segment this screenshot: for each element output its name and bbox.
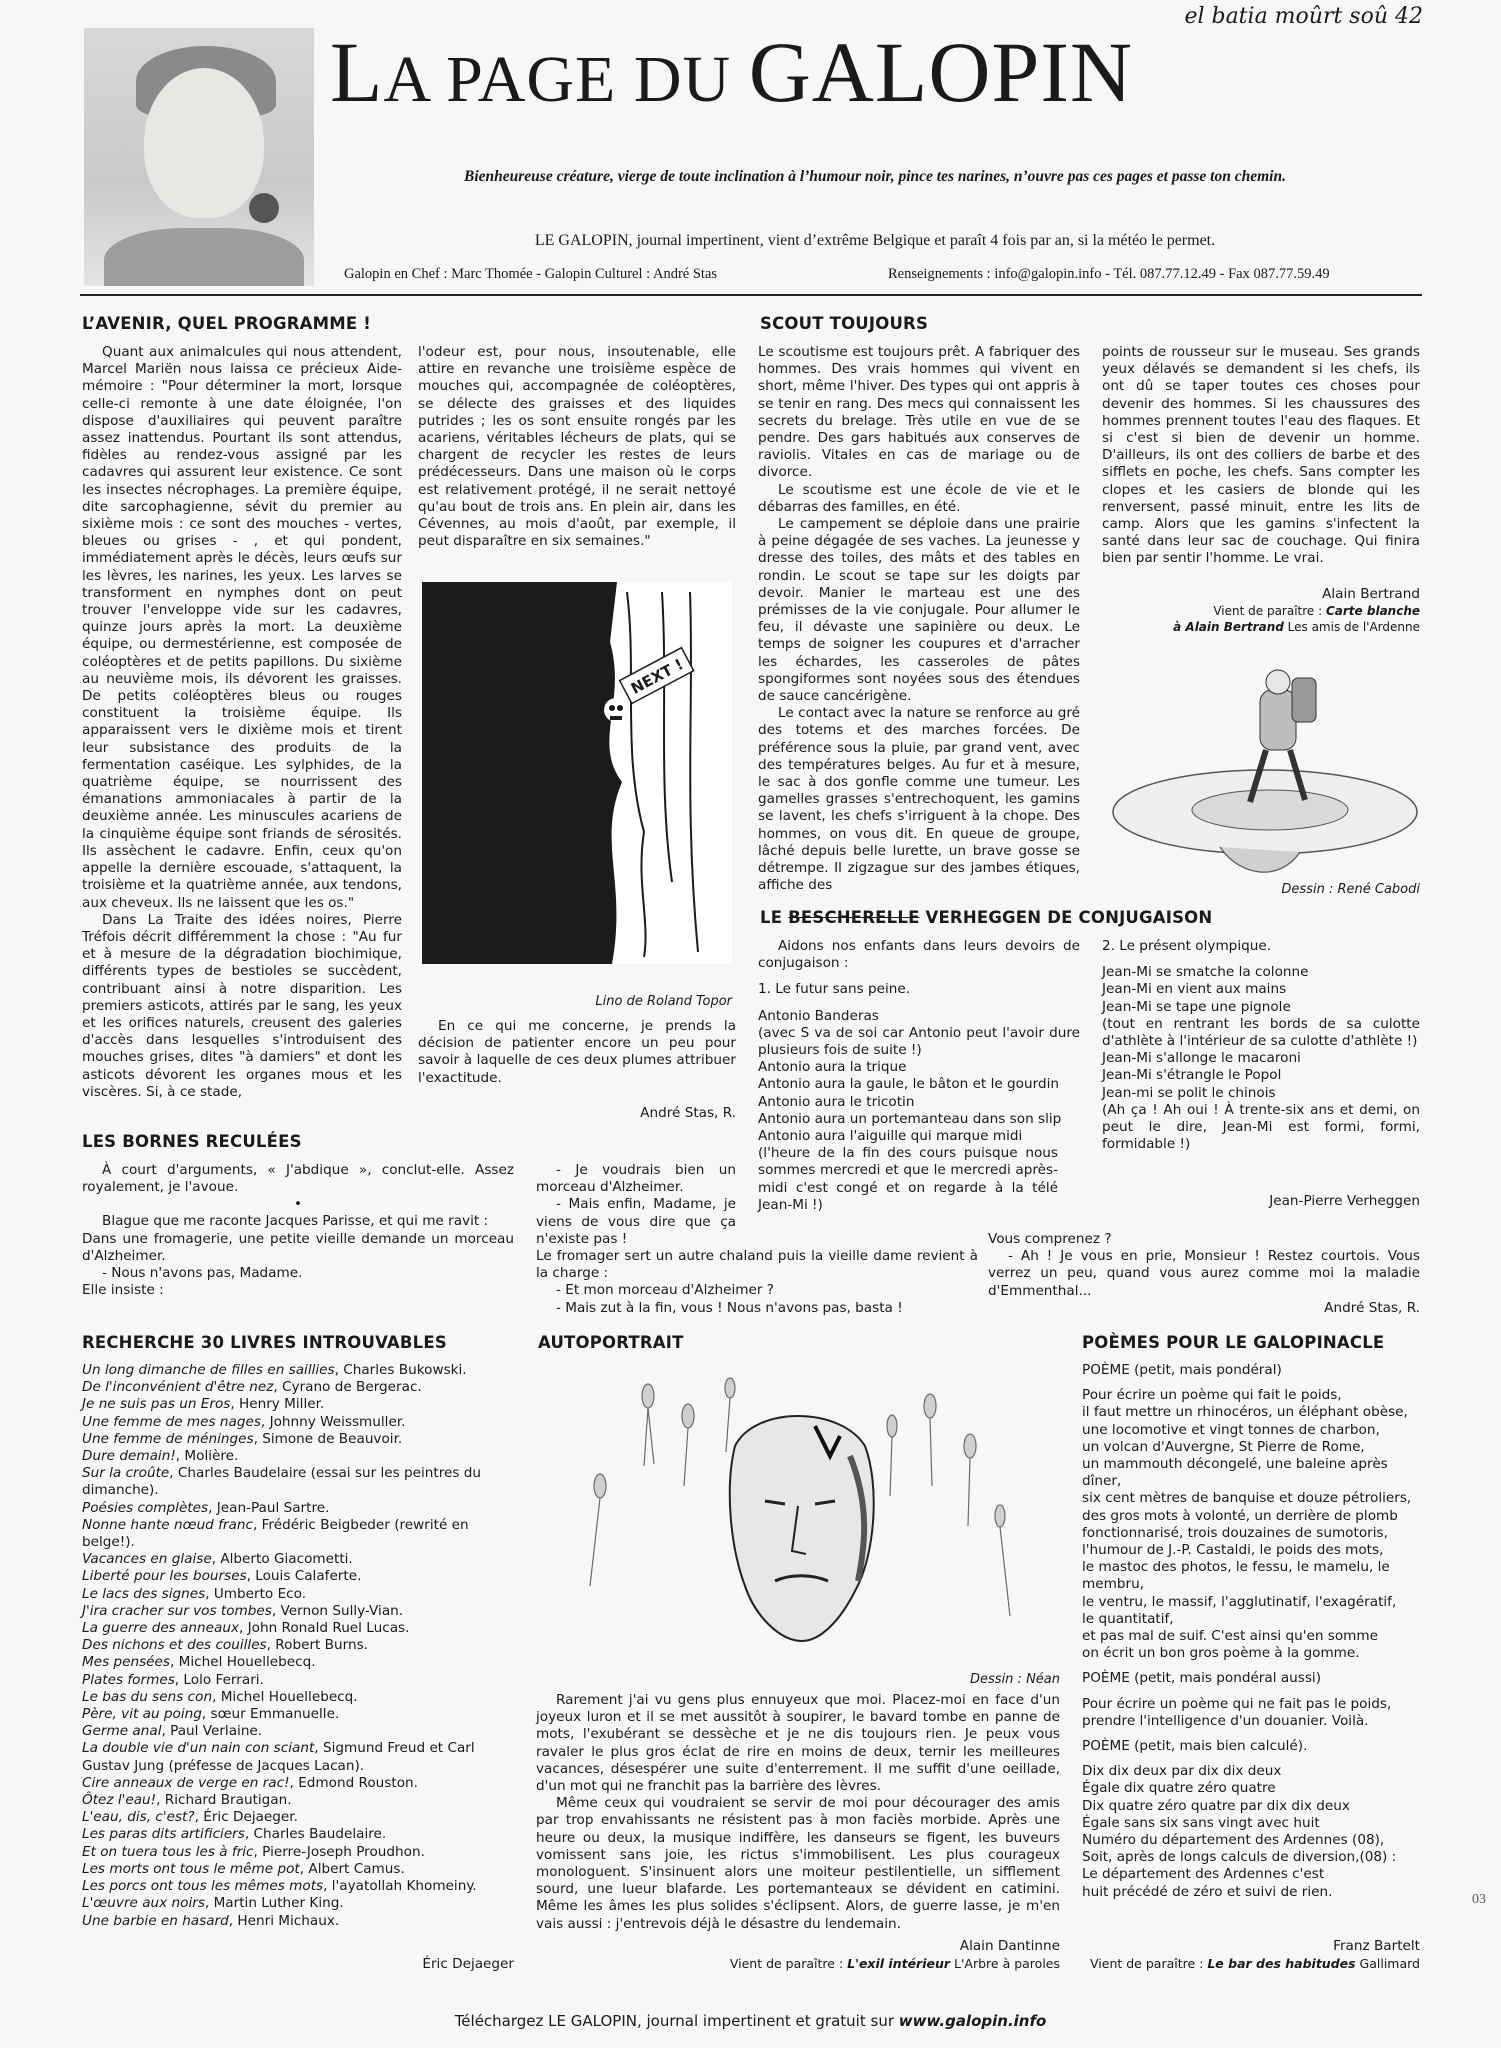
poemes-publication: Vient de paraître : Le bar des habitudes Gallimard	[1090, 1956, 1420, 1971]
book-author: , Louis Calaferte.	[246, 1568, 362, 1585]
scout-publication: Vient de paraître : Carte blanche à Alain Bertrand Les amis de l'Ardenne	[1173, 604, 1420, 634]
book-title: Poésies complètes	[82, 1499, 209, 1516]
book-title: Une femme de mes nages	[82, 1413, 261, 1430]
cabodi-caption: Dessin : René Cabodi	[1281, 882, 1420, 897]
poem-line: le ventru, le massif, l'agglutinatif, l'exagératif,	[1082, 1593, 1397, 1610]
poem-line: dîner,	[1082, 1473, 1122, 1490]
poeme3-lines	[1082, 1763, 1422, 1901]
poeme2-lines	[1082, 1696, 1422, 1730]
book-item	[82, 1809, 518, 1826]
book-title: Les porcs ont tous les mêmes mots	[82, 1878, 324, 1895]
book-item	[82, 1551, 518, 1568]
book-author: , Martin Luther King.	[204, 1895, 344, 1912]
book-author: , John Ronald Ruel Lucas.	[239, 1620, 410, 1637]
footer-link[interactable]: www.galopin.info	[898, 2012, 1047, 2030]
book-item	[82, 1689, 518, 1706]
footer: Téléchargez LE GALOPIN, journal impertinent et gratuit sur www.galopin.info	[454, 2012, 1047, 2030]
bornes-col2: - Je voudrais bien un morceau d'Alzheimer. - Mais enfin, Madame, je viens de vous dire que ça n'existe pas !	[536, 1162, 736, 1247]
poem-line: fonctionnarisé, trois douzaines de sumotoris,	[1082, 1524, 1388, 1541]
avenir-col2: l'odeur est, pour nous, insoutenable, elle attire en revanche une troisième espèce de mouches qui, accompagnée de coléoptères, se délecte des graisses et des liquides putrides ; les os sont ensuite rongés par les acariens, véritables lécheurs de plats, qui se chargent de recycler les restes de leurs prédécesseurs. Dans une maison où le corps est relativement protégé, il ne serait nettoyé qu'au bout de trois ans. En plein air, dans les Cévennes, au mois d'août, par exemple, il peut disparaître en six semaines."	[418, 344, 736, 550]
book-item	[82, 1706, 518, 1723]
book-item	[82, 1517, 518, 1551]
book-author: , Vernon Sully-Vian.	[271, 1602, 404, 1619]
poem-line: Dix dix deux par dix dix deux	[1082, 1763, 1282, 1780]
bornes-wide: Le fromager sert un autre chaland puis la vieille dame revient à la charge : - Et mon morceau d'Alzheimer ? - Mais zut à la fin, vous ! Nous n'avons pas, basta !	[536, 1248, 978, 1316]
book-item	[82, 1895, 518, 1912]
book-author: , Simone de Beauvoir.	[253, 1430, 403, 1447]
book-item	[82, 1740, 518, 1774]
avenir-heading: L’AVENIR, QUEL PROGRAMME !	[82, 314, 372, 333]
book-author: , Sigmund Freud et Carl Gustav Jung (préfesse de Jacques Lacan).	[82, 1740, 475, 1774]
autoportrait-heading: AUTOPORTRAIT	[538, 1333, 684, 1352]
book-item	[82, 1465, 518, 1499]
bornes-col1: À court d'arguments, « J'abdique », conclut-elle. Assez royalement, je l'avoue. • Blague que me raconte Jacques Parisse, et qui me ravit : Dans une fromagerie, une petite vieille demande un morceau d'Alzheimer. - Nous n'avons pas, Madame. Elle insiste :	[82, 1162, 514, 1299]
book-title: Je ne suis pas un Eros	[82, 1396, 231, 1413]
issue-number: el batia moûrt soû 42	[1184, 4, 1423, 29]
autoportrait-signature: Alain Dantinne	[959, 1938, 1060, 1954]
page-title: LA PAGE DU GALOPIN	[330, 24, 1134, 120]
poem-line: Pour écrire un poème qui fait le poids,	[1082, 1387, 1342, 1404]
book-author: , Paul Verlaine.	[161, 1723, 263, 1740]
book-item	[82, 1362, 518, 1379]
book-title: Les paras dits artificiers	[82, 1826, 245, 1843]
book-author: , Alberto Giacometti.	[211, 1551, 353, 1568]
scout-col1: Le scoutisme est toujours prêt. A fabriquer des hommes. Des vrais hommes qui vivent en short, même l'hiver. Des types qui ont appris à se tenir en rang. Des mecs qui connaissent les secrets du brelage. Très utile en vue de se pendre. Des gars habitués aux conserves de raviolis. Vitales en cas de mariage ou de divorce. Le scoutisme est une école de vie et le débarras des familles, en été. Le campement se déploie dans une prairie à peine dégagée de ses vaches. La jeunesse y dresse des toiles, des mâts et des tables en rondin. Le scout se tape sur les doigts par devoir. Manier le marteau est une des prémisses de la vie conjugale. Pour allumer le feu, il dévaste une sapinière ou deux. Le temps de soigner les coupures et d'arracher les échardes, les casseroles de pâtes spongiformes sont noyées sous des étendues de sauce cancérigène. Le contact avec la nature se renforce au gré des totems et des marches forcées. De préférence sous la pluie, par grand vent, avec des températures belges. Au fur et à mesure, le sac à dos gonfle comme une tumeur. Les gamelles grasses s'entrechoquent, les gamins se lavent, les chefs s'irriguent à la chope. Des hommes, on vous dit. En queue de groupe, lâché depuis belle lurette, un brave gosse se détrempe. Il zigzague sur des jambes étiques, affiche des	[758, 344, 1080, 894]
book-author: , Frédéric Beigbeder (rewrité en belge!).	[82, 1516, 469, 1551]
book-title: Nonne hante nœud franc	[82, 1516, 253, 1533]
avenir-conclusion: En ce qui me concerne, je prends la décision de patienter encore un peu pour savoir à laquelle de ces deux plumes attribuer l'exactitude.	[418, 1018, 736, 1086]
book-title: Les morts ont tous le même pot	[82, 1860, 300, 1877]
book-item	[82, 1500, 518, 1517]
scout-col2: points de rousseur sur le museau. Ses grands yeux délavés se demandent si les chefs, ils ont dû se taper toutes ces choses pour devenir des hommes. Si les chaussures des hommes prennent toutes l'eau des flaques. Et si c'est si bien de devenir un homme. D'ailleurs, ils ont des colliers de barbe et des sifflets en poche, les chefs. Sans compter les clopes et les casiers de blonde qui les renversent, passé minuit, entre les lits de camp. Alors que les gamins s'infectent la santé dans leur sac de couchage. Qui finira bien par sentir l'homme. Le vrai.	[1102, 344, 1420, 567]
poem-line: des gros mots à volonté, un derrière de plomb	[1082, 1507, 1398, 1524]
book-title: Dure demain!	[82, 1448, 176, 1465]
book-title: La guerre des anneaux	[82, 1620, 240, 1637]
book-title: Le lacs des signes	[82, 1585, 206, 1602]
book-title: Père, vit au poing	[82, 1706, 202, 1723]
conjugaison-signature: Jean-Pierre Verheggen	[1269, 1193, 1420, 1209]
page-number: 03	[1472, 1892, 1486, 1907]
book-title: Germe anal	[82, 1723, 162, 1740]
book-item	[82, 1379, 518, 1396]
avenir-col1	[82, 344, 402, 1101]
book-author: , Pierre-Joseph Proudhon.	[253, 1843, 425, 1860]
poem-line: Le département des Ardennes c'est	[1082, 1866, 1325, 1883]
book-author: , Jean-Paul Sartre.	[208, 1499, 330, 1516]
book-item	[82, 1448, 518, 1465]
book-author: , Éric Dejaeger.	[194, 1809, 298, 1826]
book-title: Une barbie en hasard	[82, 1912, 229, 1929]
book-item	[82, 1913, 518, 1930]
avenir-p1: Quant aux animalcules qui nous attendent, Marcel Mariën nous laissa ce précieux Aide-mémoire : "Pour déterminer la mort, lorsque celle-ci remonte à une date éloignée, l'on dispose d'auxiliaires qui peuvent paraître assez inattendus. Pourtant ils sont attendus, fidèles au rendez-vous assigné par les cadavres qui assurent leur existence. Ce sont les insectes nécrophages. La première équipe, dite sarcophagienne, sévit du premier au sixième mois : ce sont des mouches - vertes, bleues ou grises - , et qui pondent, immédiatement après le décès, leurs œufs sur les lèvres, les narines, les yeux. Les larves se transforment en nymphes dont on peut trouver l'enveloppe vide sur les cadavres, quinze jours après la mort. La deuxième équipe, ou dermestérienne, est composée de coléoptères et de petits papillons. Du sixième au neuvième mois, ils dévorent les graisses. De petits coléoptères bleus ou rouges constituent la troisième équipe. Ils apparaissent vers le dixième mois et tirent leur subsistance des produits de la fermentation caséique. Les sylphides, de la quatrième équipe, se nourrissent des émanations ammoniacales à partir de la deuxième année. Les minuscules acariens de la cinquième équipe sont friands de sérosités. Ils assèchent le cadavre. Enfin, ceux qu'on appelle la dernière escouade, s'attaquent, la troisième et la quatrième année, aux tendons, aux cheveux. Ils ne laissent que les os."	[82, 344, 402, 911]
book-title: Mes pensées	[82, 1654, 170, 1671]
book-author: , Edmond Rouston.	[289, 1774, 418, 1791]
poem-line: membru,	[1082, 1576, 1145, 1593]
book-author: , Johnny Weissmuller.	[260, 1413, 406, 1430]
poem-line: huit précédé de zéro et suivi de rien.	[1082, 1883, 1333, 1900]
book-item	[82, 1792, 518, 1809]
bullet-separator: •	[293, 1196, 303, 1213]
book-author: , Cyrano de Bergerac.	[273, 1379, 422, 1396]
avenir-p2: Dans La Traite des idées noires, Pierre Tréfois décrit différemment la chose : "Au fur et à mesure de la dégradation biochimique, différents types de bestioles se succèdent, contribuant ainsi à notre disparition. Les premiers asticots, attirés par le sang, les yeux et les orifices naturels, creusent des galeries d'accès dans lesquelles s'introduisent des mouches grises, dites "à damiers" et dont les asticots dévorent les organes mous et les viscères. Si, à ce stade,	[82, 911, 402, 1100]
poem-line: six cent mètres de banquise et douze pétroliers,	[1082, 1490, 1412, 1507]
poem-line: l'humour de J.-P. Castaldi, le poids des mots,	[1082, 1542, 1384, 1559]
galopin-boy-photo	[84, 28, 314, 286]
livres-heading: RECHERCHE 30 LIVRES INTROUVABLES	[82, 1333, 447, 1352]
book-item	[82, 1620, 518, 1637]
book-author: , Henry Miller.	[230, 1396, 325, 1413]
book-item	[82, 1826, 518, 1843]
book-title: Plates formes	[82, 1671, 175, 1688]
livres-list	[82, 1362, 518, 1930]
nean-caption: Dessin : Néan	[970, 1672, 1060, 1687]
poeme1-lines	[1082, 1387, 1422, 1662]
book-author: , Henri Michaux.	[228, 1912, 340, 1929]
book-title: L'œuvre aux noirs	[82, 1895, 205, 1912]
poem-line: prendre l'intelligence d'un douanier. Voilà.	[1082, 1712, 1369, 1729]
autoportrait-text: Rarement j'ai vu gens plus ennuyeux que moi. Placez-moi en face d'un joyeux luron et il se met aussitôt à soupirer, le bavard tombe en panne de mots, l'exubérant se dessèche et je ne dis toujours rien. Je peux vous ravaler le plus gros éclat de rire en moins de deux, ternir les meilleures vacances, désespérer une suite d'enterrement. Il me suffit d'une oeillade, d'un mot qui ne franchit pas la barrière des lèvres. Même ceux qui voudraient se servir de moi pour décourager des amis par trop envahissants ne résistent pas à mon faciès morbide. Après une heure ou deux, la musique indiffère, les danseurs se figent, les buveurs vomissent sans joie, les rictus s'immobilisent. Les plus courageux monologuent. S'insinuent alors une moiteur pestilentielle, un sifflement sourd, une lueur blafarde. Les portemanteaux se dévident en catimini. Même les âmes les plus solides s'éclipsent. Alors, de guerre lasse, je m'en vais aussi : j'entrevois déjà le désastre du lendemain.	[536, 1692, 1060, 1932]
book-author: , Umberto Eco.	[205, 1585, 307, 1602]
poem-line: un mammouth décongelé, une baleine après	[1082, 1456, 1388, 1473]
next-sign: NEXT !	[627, 655, 687, 698]
poem-line: Numéro du département des Ardennes (08),	[1082, 1832, 1385, 1849]
book-item	[82, 1654, 518, 1671]
cabodi-drawing	[1100, 642, 1420, 882]
poemes-text: POÈME (petit, mais pondéral) Pour écrire un poème qui fait le poids, il faut mettre un rhinocéros, un éléphant obèse, une locomotive et vingt tonnes de charbon, un volcan d'Auvergne, St Pierre de Rome, un mammouth décongelé, une baleine après dîner, six cent mètres de banquise et douze pétroliers, des gros mots à volonté, un derrière de plomb fonctionnarisé, trois douzaines de sumotoris, l'humour de J.-P. Castaldi, le poids des mots, le mastoc des photos, le fessu, le mamelu, le membru, le ventru, le massif, l'agglutinatif, l'exagératif, le quantitatif, et pas mal de suif. C'est ainsi qu'en somme on écrit un bon gros poème à la gomme. POÈME (petit, mais pondéral aussi) Pour écrire un poème qui ne fait pas le poids, prendre l'intelligence d'un douanier. Voilà. POÈME (petit, mais bien calculé). Dix dix deux par dix dix deux Égale dix quatre zéro quatre Dix quatre zéro quatre par dix dix deux Égale sans six sans vingt avec huit Numéro du département des Ardennes (08), Soit, après de longs calculs de diversion,(08) : Le département des Ardennes c'est huit précédé de zéro et suivi de rien.	[1082, 1362, 1422, 1901]
book-item	[82, 1637, 518, 1654]
book-author: , Charles Bukowski.	[334, 1362, 467, 1378]
book-title: L'eau, dis, c'est?	[82, 1809, 195, 1826]
book-item	[82, 1586, 518, 1603]
book-author: , Michel Houellebecq.	[170, 1654, 316, 1671]
bornes-right: Vous comprenez ? - Ah ! Je vous en prie, Monsieur ! Restez courtois. Vous verrez un peu, quand vous aurez comme moi la maladie d'Emmenthal...	[988, 1231, 1420, 1299]
book-item	[82, 1844, 518, 1861]
conjugaison-col1: Aidons nos enfants dans leurs devoirs de conjugaison : 1. Le futur sans peine. Antonio Banderas (avec S va de soi car Antonio peut l'avoir dure plusieurs fois de suite !) Antonio aura la trique Antonio aura la gaule, le bâton et le gourdin Antonio aura le tricotin Antonio aura un portemanteau dans son slip Antonio aura l'aiguille qui marque midi (l'heure de la fin des cours puisque nous sommes mercredi et que le mercredi après-midi c'est congé et on regarde à la télé Jean-Mi !)	[758, 938, 1080, 1213]
topor-caption: Lino de Roland Topor	[595, 994, 732, 1009]
book-author: , l'ayatollah Khomeiny.	[323, 1878, 477, 1895]
red-nose	[249, 193, 279, 223]
book-title: Une femme de méninges	[82, 1430, 254, 1447]
poem-line: Dix quatre zéro quatre par dix dix deux	[1082, 1797, 1350, 1814]
book-item	[82, 1861, 518, 1878]
book-author: , Charles Baudelaire.	[244, 1826, 387, 1843]
poem-line: le mastoc des photos, le fessu, le mamelu, le	[1082, 1559, 1390, 1576]
book-title: Ôtez l'eau!	[82, 1792, 157, 1809]
book-item	[82, 1723, 518, 1740]
book-author: , Molière.	[175, 1448, 239, 1465]
poem-line: une locomotive et vingt tonnes de charbon,	[1082, 1421, 1380, 1438]
journal-description: LE GALOPIN, journal impertinent, vient d’extrême Belgique et paraît 4 fois par an, si la météo le permet.	[534, 232, 1216, 249]
book-item	[82, 1414, 518, 1431]
poem-line: le quantitatif,	[1082, 1610, 1174, 1627]
book-title: Un long dimanche de filles en saillies	[82, 1362, 335, 1378]
conjugaison-col2: 2. Le présent olympique. Jean-Mi se smatche la colonne Jean-Mi en vient aux mains Jean-Mi se tape une pignole (tout en rentrant les bords de sa culotte d'athlète à l'intérieur de sa culotte d'athlète !) Jean-Mi s'allonge le macaroni Jean-Mi s'étrangle le Popol Jean-mi se polit le chinois (Ah ça ! Ah oui ! À trente-six ans et demi, on peut le dire, Jean-Mi est formi, formi, formidable !)	[1102, 938, 1420, 1153]
scout-signature: Alain Bertrand	[1322, 586, 1420, 602]
book-item	[82, 1396, 518, 1413]
book-author: , Richard Brautigan.	[156, 1792, 292, 1809]
book-item	[82, 1878, 518, 1895]
book-author: , Lolo Ferrari.	[174, 1671, 264, 1688]
book-title: Sur la croûte	[82, 1465, 170, 1482]
book-title: Et on tuera tous les à fric	[82, 1843, 254, 1860]
bornes-heading: LES BORNES RECULÉES	[82, 1132, 302, 1151]
poem-line: Pour écrire un poème qui ne fait pas le poids,	[1082, 1695, 1392, 1712]
poem-line: Soit, après de longs calculs de diversion,(08) :	[1082, 1849, 1397, 1866]
book-author: , sœur Emmanuelle.	[201, 1706, 340, 1723]
book-title: La double vie d'un nain con sciant	[82, 1740, 315, 1757]
poem-line: Égale sans six sans vingt avec huit	[1082, 1814, 1320, 1831]
poemes-heading: POÈMES POUR LE GALOPINACLE	[1082, 1333, 1385, 1352]
book-item	[82, 1672, 518, 1689]
credits: Galopin en Chef : Marc Thomée - Galopin Culturel : André Stas	[344, 266, 718, 282]
nean-drawing	[540, 1366, 1060, 1666]
poem-line: on écrit un bon gros poème à la gomme.	[1082, 1645, 1360, 1662]
book-title: Le bas du sens con	[82, 1688, 213, 1705]
scout-heading: SCOUT TOUJOURS	[760, 314, 929, 333]
tagline: Bienheureuse créature, vierge de toute inclination à l’humour noir, pince tes narines, n’ouvre pas ces pages et passe ton chemin.	[464, 168, 1286, 185]
book-title: J'ira cracher sur vos tombes	[82, 1602, 272, 1619]
conjugaison-heading: LE BESCHERELLE VERHEGGEN DE CONJUGAISON	[760, 908, 1213, 927]
contact-info: Renseignements : info@galopin.info - Tél. 087.77.12.49 - Fax 087.77.59.49	[888, 266, 1330, 282]
book-item	[82, 1431, 518, 1448]
book-title: De l'inconvénient d'être nez	[82, 1379, 274, 1396]
book-title: Des nichons et des couilles	[82, 1637, 267, 1654]
livres-signature: Éric Dejaeger	[422, 1956, 514, 1972]
book-author: , Robert Burns.	[266, 1637, 368, 1654]
poem-line: un volcan d'Auvergne, St Pierre de Rome,	[1082, 1438, 1365, 1455]
poemes-signature: Franz Bartelt	[1333, 1938, 1420, 1954]
book-title: Cire anneaux de verge en rac!	[82, 1774, 290, 1791]
poem-line: Égale dix quatre zéro quatre	[1082, 1780, 1276, 1797]
book-item	[82, 1603, 518, 1620]
autoportrait-publication: Vient de paraître : L'exil intérieur L'Arbre à paroles	[729, 1956, 1060, 1971]
header-rule	[80, 294, 1422, 296]
book-author: , Michel Houellebecq.	[212, 1688, 358, 1705]
book-author: , Charles Baudelaire (essai sur les peintres du dimanche).	[82, 1465, 482, 1499]
book-title: Vacances en glaise	[82, 1551, 212, 1568]
book-item	[82, 1775, 518, 1792]
poem-line: et pas mal de suif. C'est ainsi qu'en somme	[1082, 1628, 1379, 1645]
book-title: Liberté pour les bourses	[82, 1568, 247, 1585]
book-author: , Albert Camus.	[299, 1860, 405, 1877]
book-item	[82, 1568, 518, 1585]
avenir-signature: André Stas, R.	[640, 1105, 736, 1121]
bornes-signature: André Stas, R.	[1324, 1300, 1420, 1316]
poem-line: il faut mettre un rhinocéros, un éléphant obèse,	[1082, 1404, 1408, 1421]
topor-lino	[422, 582, 732, 964]
